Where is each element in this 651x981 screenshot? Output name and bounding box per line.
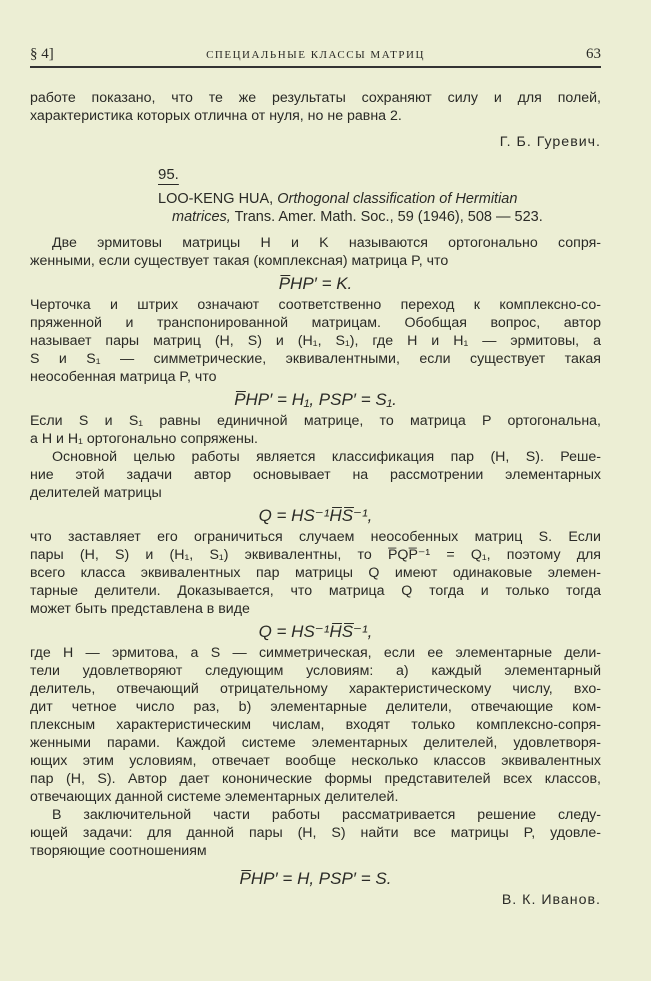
text-line: тарные делители. Доказывается, что матрица Q тогда и только тогда [30, 583, 601, 599]
text-line: Основной целью работы является классификация пар (H, S). Реше- [52, 449, 601, 465]
text-line: что заставляет его ограничиться случаем неособенных матриц S. Если [30, 529, 601, 545]
text-line: женными парами. Каждой системе элементарных делителей, удовлетворя- [30, 735, 601, 751]
page-body [30, 89, 601, 917]
reference-title: Orthogonal classification of Hermitian [277, 191, 518, 207]
formula: P̅HP′ = K. [278, 274, 353, 293]
review-author: Г. Б. Гуревич. [499, 134, 601, 150]
reference-author: LOO-KENG HUA, [158, 191, 278, 207]
text-line: плексным характеристическим числам, входят только комплексно-сопря- [30, 717, 601, 733]
text-line: а H и H₁ ортогонально сопряжены. [30, 431, 258, 447]
text-line: работе показано, что те же результаты сохраняют силу и для полей, [30, 90, 601, 106]
text-line: делитель, отвечающий отрицательному характеристическому числу, вхо- [30, 681, 601, 697]
text-line: В заключительной части работы рассматривается решение следу- [52, 807, 601, 823]
text-line: пар (H, S). Автор дает кононические формы представителей всех классов, [30, 771, 601, 787]
text-line: пряженной и транспонированной матрицам. Обобщая вопрос, автор [30, 315, 601, 331]
text-line: S и S₁ — симметрические, эквивалентными, если существует такая [30, 351, 601, 367]
text-line: всего класса эквивалентных пар матрицы Q имеют одинаковые элемен- [30, 565, 601, 581]
running-title: СПЕЦИАЛЬНЫЕ КЛАССЫ МАТРИЦ [206, 49, 425, 61]
formula: P̅HP′ = H, PSP′ = S. [239, 869, 392, 888]
text-line: Две эрмитовы матрицы H и K называются ортогонально сопря- [52, 235, 601, 251]
text-line: Если S и S₁ равны единичной матрице, то матрица P ортогональна, [30, 413, 601, 429]
text-line: женными, если существует такая (комплексная) матрица P, что [30, 253, 449, 269]
text-line: где H — эрмитова, а S — симметрическая, если ее элементарные дели- [30, 645, 601, 661]
entry-number: 95. [158, 166, 179, 183]
running-header [30, 44, 601, 68]
text-line: тели удовлетворяют следующим условиям: a) каждый элементарный [30, 663, 601, 679]
reference-source: Trans. Amer. Math. Soc., 59 (1946), 508 — 523. [230, 209, 543, 225]
section-marker: § 4] [30, 46, 54, 62]
review-author: В. К. Иванов. [501, 892, 601, 908]
text-line: называет пары матриц (H, S) и (H₁, S₁), где H и H₁ — эрмитовы, а [30, 333, 601, 349]
text-line: делителей матрицы [30, 485, 162, 501]
text-line: творяющие соотношениям [30, 843, 207, 859]
text-line: ние этой задачи автор основывает на рассмотрении элементарных [30, 467, 601, 483]
reference-title-end: matrices, [172, 209, 231, 225]
text-line: дит четное число раз, b) элементарные делители, отвечающие ком- [30, 699, 601, 715]
formula: P̅HP′ = H₁, PSP′ = S₁. [234, 390, 397, 409]
reference-line-2 [172, 208, 601, 226]
text-line: Черточка и штрих означают соответственно переход к комплексно-со- [30, 297, 601, 313]
reference-line-1 [158, 190, 601, 208]
text-line: может быть представлена в виде [30, 601, 250, 617]
text-line: ющей задачи: для данной пары (H, S) найти все матрицы P, удовле- [30, 825, 601, 841]
page-number: 63 [586, 46, 601, 62]
text-line: неособенная матрица P, что [30, 369, 217, 385]
text-line: пары (H, S) и (H₁, S₁) эквивалентны, то P̅QP̅⁻¹ = Q₁, поэтому для [30, 547, 601, 563]
text-line: ющих этим условиям, отвечает вообще несколько классов эквивалентных [30, 753, 601, 769]
formula: Q = HS⁻¹H̅S̅⁻¹, [258, 506, 373, 525]
text-line: характеристика которых отлична от нуля, но не равна 2. [30, 108, 402, 124]
text-line: отвечающих данной системе элементарных делителей. [30, 789, 399, 805]
formula: Q = HS⁻¹H̅S̅⁻¹, [258, 622, 373, 641]
